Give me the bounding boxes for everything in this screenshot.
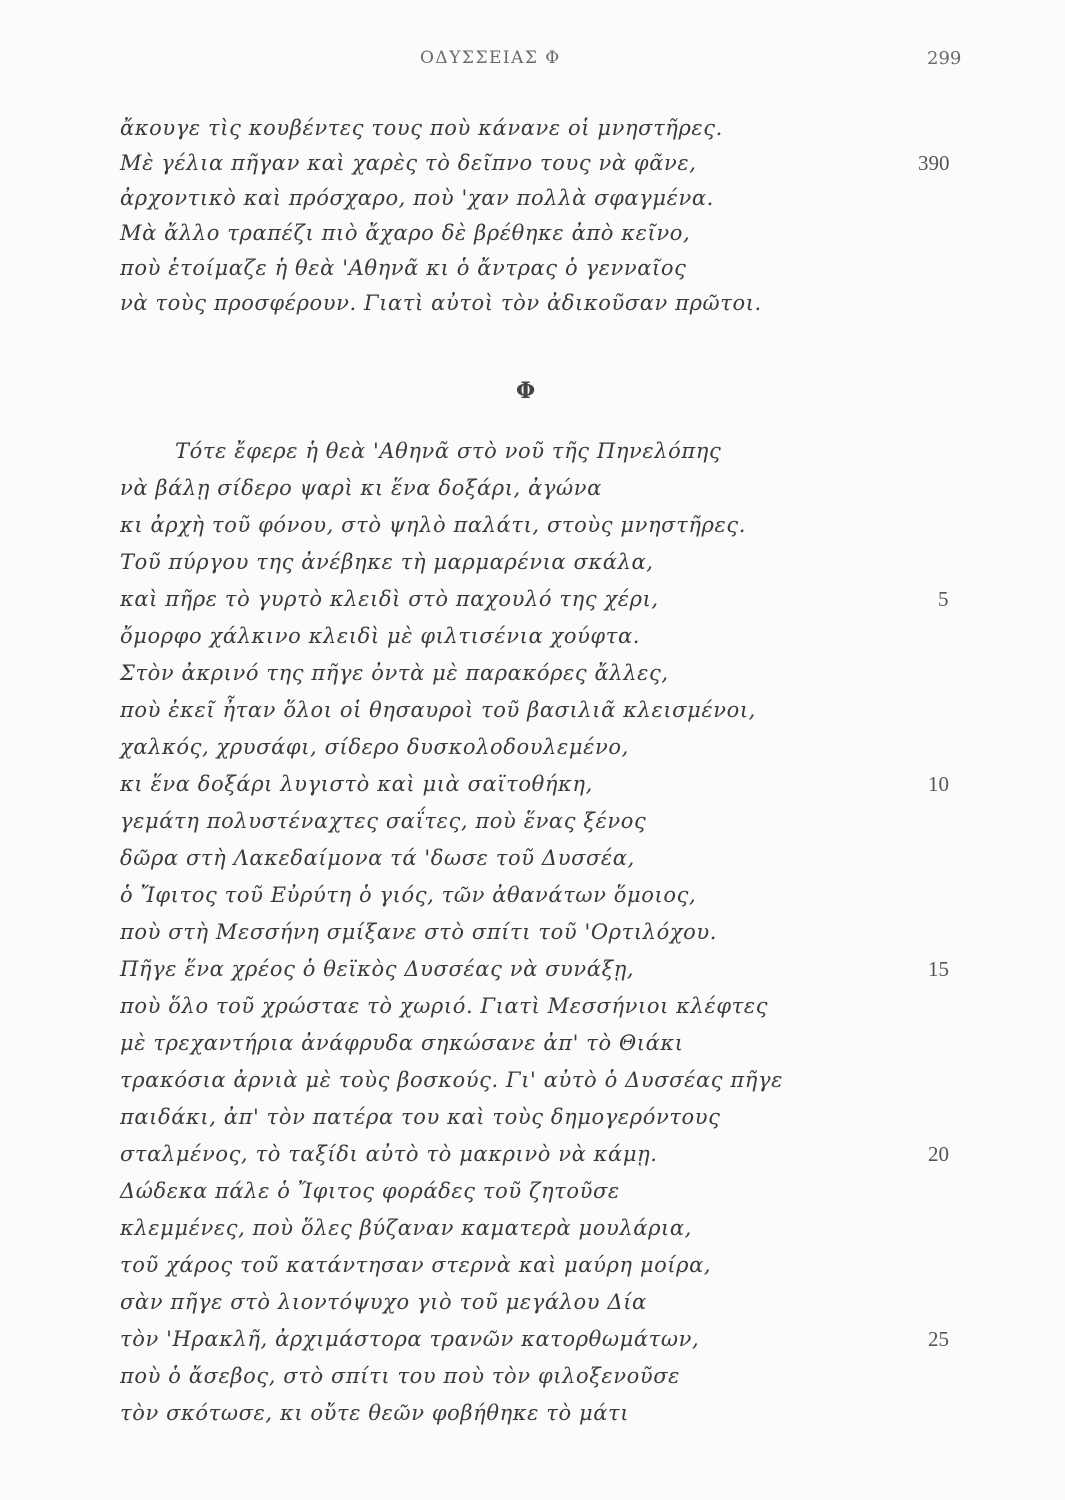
verse-line: κλεμμένες, ποὺ ὅλες βύζαναν καματερὰ μουλάρια,: [120, 1216, 692, 1240]
verse-line: κι ἕνα δοξάρι λυγιστὸ καὶ μιὰ σαϊτοθήκη,: [120, 772, 593, 796]
book-heading: Φ: [516, 378, 536, 404]
verse-line: Μὲ γέλια πῆγαν καὶ χαρὲς τὸ δεῖπνο τους νὰ φᾶνε,: [120, 151, 697, 175]
line-number: 25: [928, 1327, 949, 1351]
verse-line: ἄκουγε τὶς κουβέντες τους ποὺ κάνανε οἱ μνηστῆρες.: [120, 116, 723, 140]
verse-line: τὸν 'Ηρακλῆ, ἀρχιμάστορα τρανῶν κατορθωμάτων,: [120, 1327, 700, 1351]
verse-line: τοῦ χάρος τοῦ κατάντησαν στερνὰ καὶ μαύρη μοίρα,: [120, 1253, 712, 1277]
verse-line: Πῆγε ἕνα χρέος ὁ θεϊκὸς Δυσσέας νὰ συνάξῃ,: [120, 957, 635, 981]
verse-line: ποὺ ὁ ἄσεβος, στὸ σπίτι του ποὺ τὸν φιλοξενοῦσε: [120, 1364, 681, 1388]
verse-line: ποὺ ὅλο τοῦ χρώσταε τὸ χωριό. Γιατὶ Μεσσήνιοι κλέφτες: [120, 994, 769, 1018]
verse-line: νὰ τοὺς προσφέρουν. Γιατὶ αὐτοὶ τὸν ἀδικοῦσαν πρῶτοι.: [120, 291, 762, 315]
verse-line: Τότε ἔφερε ἡ θεὰ 'Αθηνᾶ στὸ νοῦ τῆς Πηνελόπης: [175, 439, 722, 463]
verse-line: σὰν πῆγε στὸ λιοντόψυχο γιὸ τοῦ μεγάλου Δία: [120, 1290, 647, 1314]
line-number: 15: [928, 957, 949, 981]
verse-line: Δώδεκα πάλε ὁ Ἴφιτος φοράδες τοῦ ζητοῦσε: [120, 1179, 620, 1203]
verse-line: νὰ βάλῃ σίδερο ψαρὶ κι ἕνα δοξάρι, ἀγώνα: [120, 476, 602, 500]
running-title: ΟΔΥΣΣΕΙΑΣ Φ: [420, 48, 561, 68]
verse-line: κι ἀρχὴ τοῦ φόνου, στὸ ψηλὸ παλάτι, στοὺς μνηστῆρες.: [120, 513, 746, 537]
verse-line: ποὺ στὴ Μεσσήνη σμίξανε στὸ σπίτι τοῦ 'Ορτιλόχου.: [120, 920, 718, 944]
line-number: 390: [918, 151, 950, 175]
page-number: 299: [927, 48, 962, 69]
verse-line: Τοῦ πύργου της ἀνέβηκε τὴ μαρμαρένια σκάλα,: [120, 550, 654, 574]
verse-line: τρακόσια ἀρνιὰ μὲ τοὺς βοσκούς. Γι' αὐτὸ ὁ Δυσσέας πῆγε: [120, 1068, 783, 1092]
verse-line: ποὺ ἐκεῖ ἦταν ὅλοι οἱ θησαυροὶ τοῦ βασιλιᾶ κλεισμένοι,: [120, 698, 756, 722]
verse-line: ὄμορφο χάλκινο κλειδὶ μὲ φιλτισένια χούφτα.: [120, 624, 641, 648]
running-head: [0, 48, 1065, 78]
verse-line: ποὺ ἑτοίμαζε ἡ θεὰ 'Αθηνᾶ κι ὁ ἄντρας ὁ γενναῖος: [120, 256, 687, 280]
verse-line: σταλμένος, τὸ ταξίδι αὐτὸ τὸ μακρινὸ νὰ κάμῃ.: [120, 1142, 658, 1166]
verse-line: παιδάκι, ἀπ' τὸν πατέρα του καὶ τοὺς δημογερόντους: [120, 1105, 721, 1129]
verse-line: ὁ Ἴφιτος τοῦ Εὐρύτη ὁ γιός, τῶν ἀθανάτων ὅμοιος,: [120, 883, 697, 907]
verse-line: τὸν σκότωσε, κι οὔτε θεῶν φοβήθηκε τὸ μάτι: [120, 1401, 630, 1425]
line-number: 20: [928, 1142, 949, 1166]
verse-line: Μὰ ἄλλο τραπέζι πιὸ ἄχαρο δὲ βρέθηκε ἀπὸ κεῖνο,: [120, 221, 691, 245]
verse-line: χαλκός, χρυσάφι, σίδερο δυσκολοδουλεμένο,: [120, 735, 629, 759]
verse-line: ἀρχοντικὸ καὶ πρόσχαρο, ποὺ 'χαν πολλὰ σφαγμένα.: [120, 186, 714, 210]
line-number: 10: [928, 772, 949, 796]
verse-line: γεμάτη πολυστέναχτες σαΐτες, ποὺ ἕνας ξένος: [120, 809, 647, 833]
line-number: 5: [938, 587, 949, 611]
verse-line: καὶ πῆρε τὸ γυρτὸ κλειδὶ στὸ παχουλό της χέρι,: [120, 587, 659, 611]
verse-line: Στὸν ἀκρινό της πῆγε ὀντὰ μὲ παρακόρες ἄλλες,: [120, 661, 669, 685]
verse-line: δῶρα στὴ Λακεδαίμονα τά 'δωσε τοῦ Δυσσέα,: [120, 846, 635, 870]
verse-line: μὲ τρεχαντήρια ἀνάφρυδα σηκώσανε ἀπ' τὸ Θιάκι: [120, 1031, 684, 1055]
